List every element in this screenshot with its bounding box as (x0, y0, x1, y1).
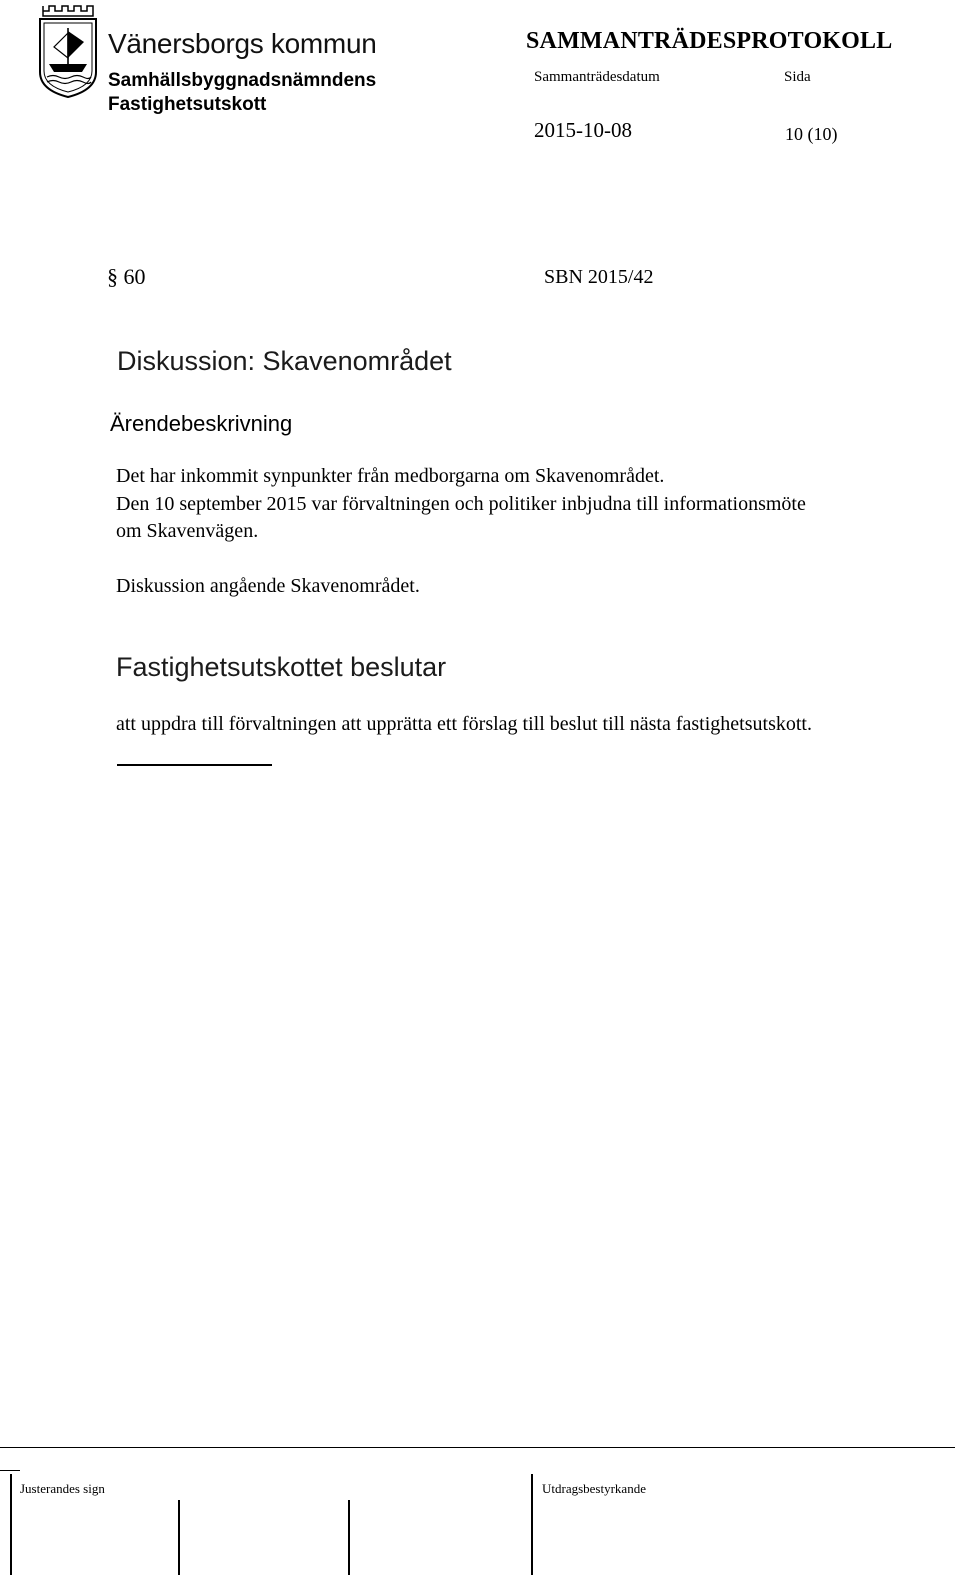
utdragsbestyrkande-label: Utdragsbestyrkande (542, 1481, 646, 1496)
description-line: Diskussion angående Skavenområdet. (116, 575, 420, 597)
case-number: SBN 2015/42 (544, 266, 654, 288)
signature-box-divider (178, 1500, 180, 1575)
paragraph-number: § 60 (107, 264, 146, 289)
page-number: 10 (10) (785, 124, 838, 144)
signature-box-divider (10, 1474, 12, 1575)
description-line: Den 10 september 2015 var förvaltningen och politiker inbjudna till informationsmöte (116, 493, 806, 515)
description-heading: Ärendebeskrivning (110, 411, 293, 436)
signature-box-divider (531, 1474, 533, 1575)
organization-name: Vänersborgs kommun (108, 28, 377, 59)
justerandes-sign-label: Justerandes sign (20, 1481, 105, 1496)
decision-line: att uppdra till förvaltningen att upprätta ett förslag till beslut till nästa fastighetsutskott. (116, 713, 812, 735)
decision-heading: Fastighetsutskottet beslutar (116, 652, 447, 682)
end-of-item-rule (117, 764, 272, 766)
item-title: Diskussion: Skavenområdet (117, 346, 452, 376)
description-line: Det har inkommit synpunkter från medborgarna om Skavenområdet. (116, 465, 665, 487)
committee-name-line-1: Samhällsbyggnadsnämndens (108, 70, 377, 91)
municipal-crest-icon (37, 2, 99, 99)
footer-short-rule (0, 1470, 20, 1471)
meeting-date-label: Sammanträdesdatum (534, 69, 660, 85)
page-label: Sida (784, 69, 811, 85)
meeting-date-value: 2015-10-08 (534, 118, 632, 142)
description-line: om Skavenvägen. (116, 520, 259, 542)
document-type: SAMMANTRÄDESPROTOKOLL (526, 28, 893, 54)
footer-top-rule (0, 1447, 955, 1448)
committee-name-line-2: Fastighetsutskott (108, 94, 267, 115)
signature-box-divider (348, 1500, 350, 1575)
